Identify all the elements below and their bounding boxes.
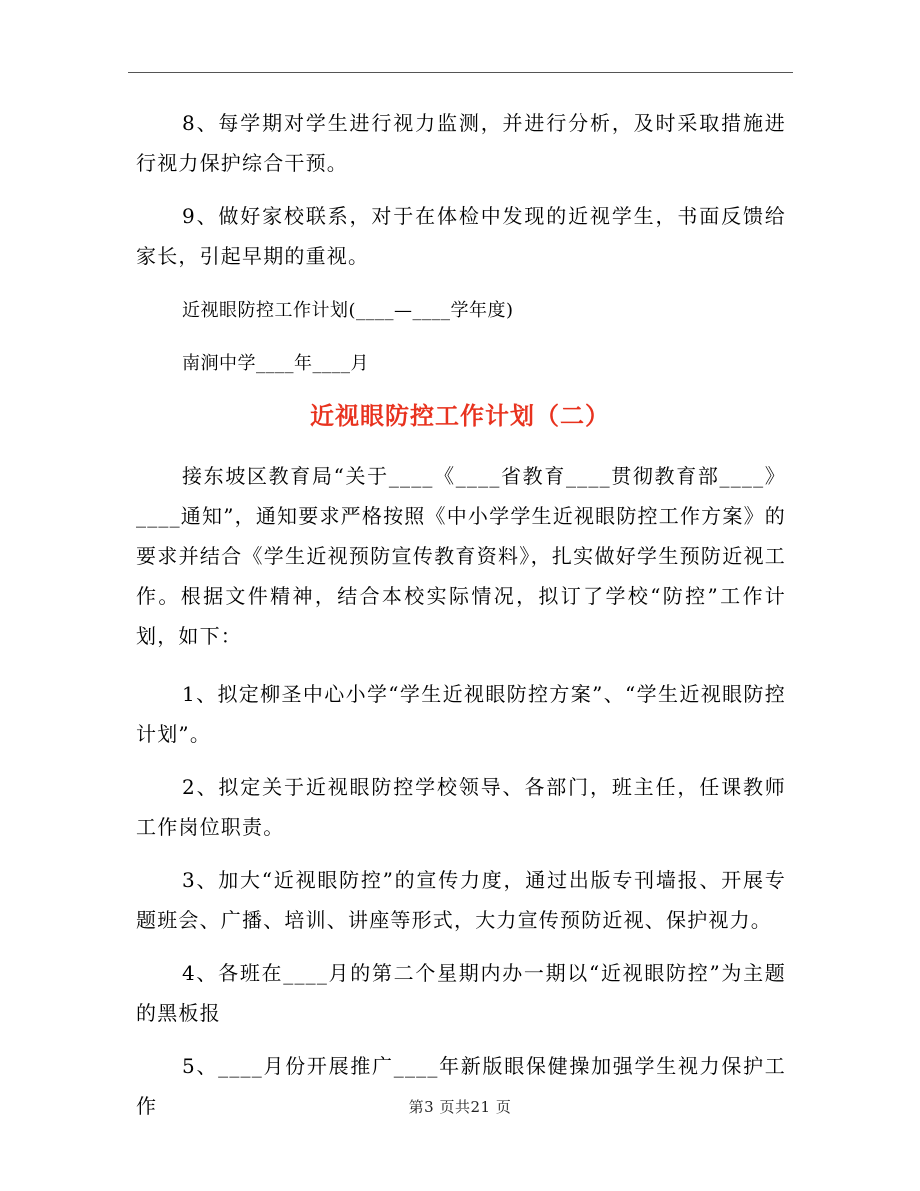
school-date-line: 南涧中学____年____月 <box>182 353 369 374</box>
section-title: 近视眼防控工作计划（二） <box>310 401 610 430</box>
list-item-2: 2、拟定关于近视眼防控学校领导、各部门，班主任，任课教师工作岗位职责。 <box>136 775 786 839</box>
list-item-3: 3、加大“近视眼防控”的宣传力度，通过出版专刊墙报、开展专题班会、广播、培训、讲座等形式，大力宣传预防近视、保护视力。 <box>136 868 786 932</box>
header-divider <box>128 72 793 73</box>
page-number: 第3 页共21 页 <box>408 1098 512 1116</box>
list-item-4: 4、各班在____月的第二个星期内办一期以“近视眼防控”为主题的黑板报 <box>136 961 786 1025</box>
list-item-1: 1、拟定柳圣中心小学“学生近视眼防控方案”、“学生近视眼防控计划”。 <box>136 682 786 746</box>
paragraph-item-8: 8、每学期对学生进行视力监测，并进行分析，及时采取措施进行视力保护综合干预。 <box>136 111 786 175</box>
paragraph-item-9: 9、做好家校联系，对于在体检中发现的近视学生，书面反馈给家长，引起早期的重视。 <box>136 204 786 268</box>
list-item-5: 5、____月份开展推广____年新版眼保健操加强学生视力保护工作 <box>136 1054 786 1118</box>
intro-paragraph: 接东坡区教育局“关于____《____省教育____贯彻教育部____》____通知”，通知要求严格按照《中小学学生近视眼防控工作方案》的要求并结合《学生近视预防宣传教育资料》，扎实做好学生预防近视工作。根据文件精神，结合本校实际情况，拟订了学校“防控”工作计划，如下： <box>136 464 786 648</box>
plan-title-line: 近视眼防控工作计划(____—____学年度) <box>182 300 514 321</box>
